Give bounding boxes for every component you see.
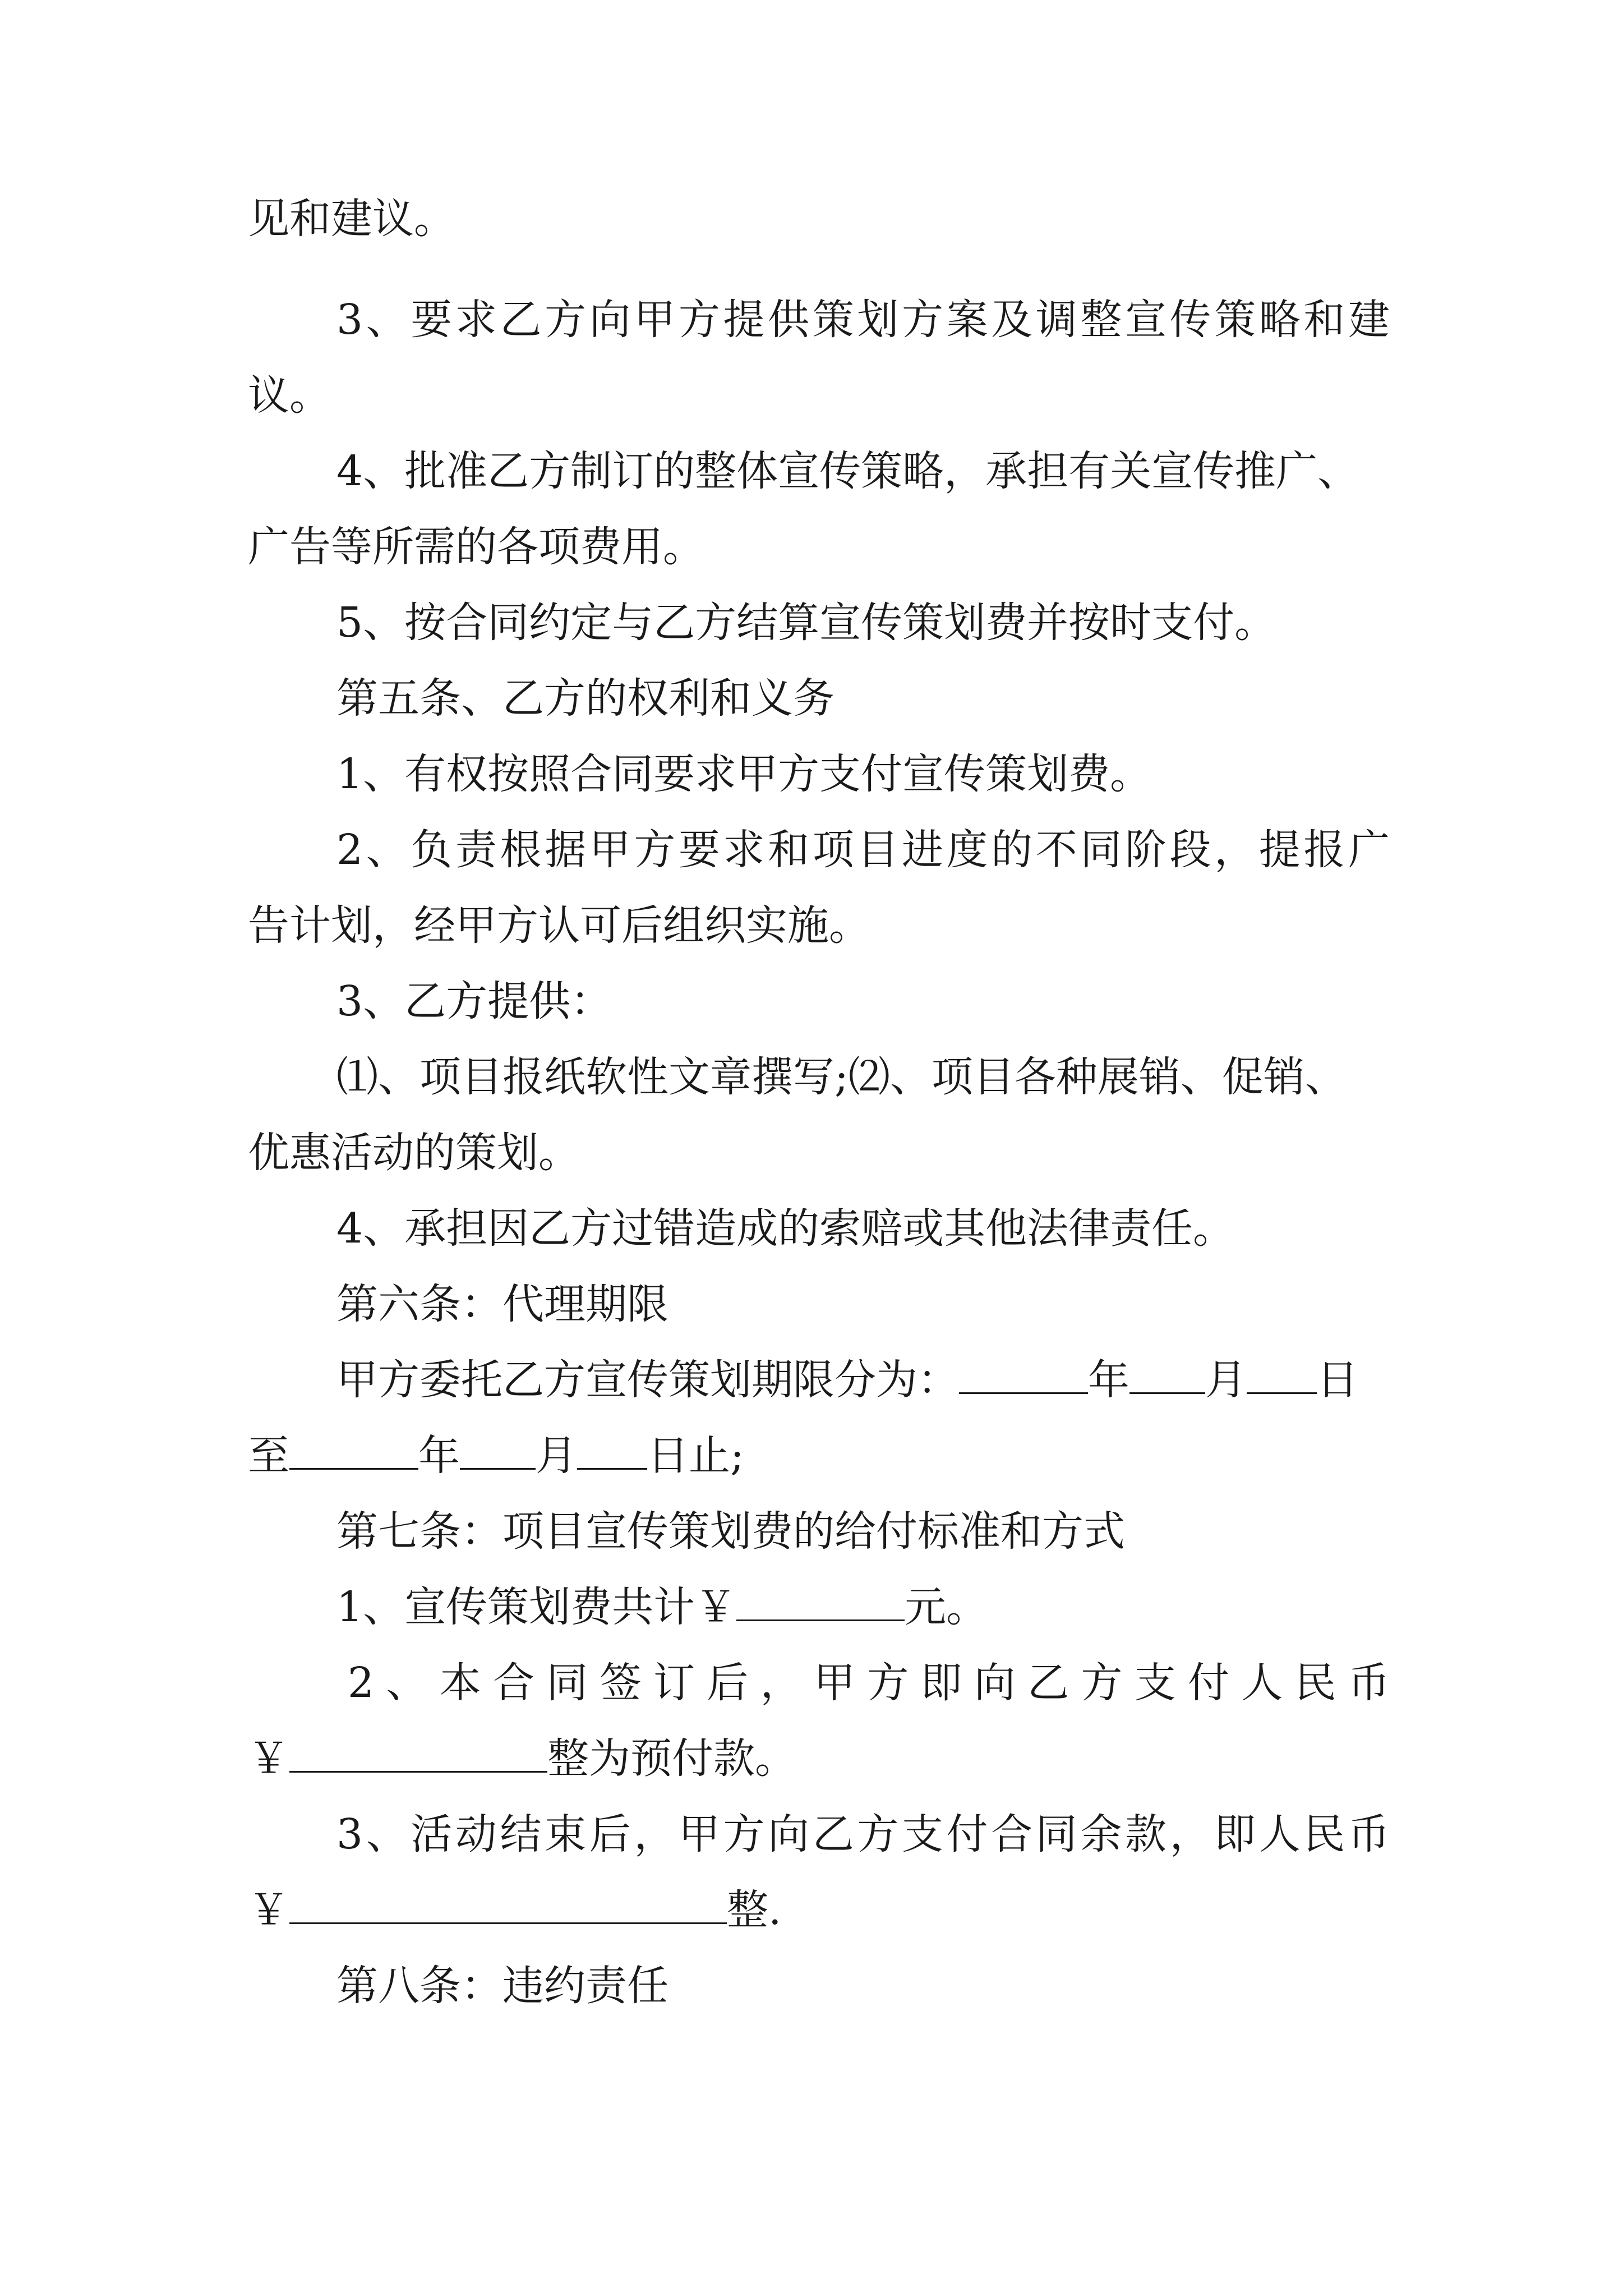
text: 4、承担因乙方过错造成的索赔或其他法律责任。 xyxy=(336,1204,1235,1253)
text: 优惠活动的策划。 xyxy=(248,1129,580,1177)
text: 广告等所需的各项费用。 xyxy=(248,523,704,571)
text: 第五条、乙方的权利和义务 xyxy=(336,674,834,723)
paragraph-line xyxy=(336,822,1390,878)
text: 整. xyxy=(727,1886,782,1934)
text: 4、批准乙方制订的整体宣传策略，承担有关宣传推广、 xyxy=(336,447,1359,495)
paragraph-line xyxy=(248,519,704,575)
paragraph-line xyxy=(248,898,870,954)
paragraph-line xyxy=(248,1428,744,1484)
section-heading xyxy=(336,670,834,726)
blank-field xyxy=(289,1433,418,1470)
text: 第六条：代理期限 xyxy=(336,1280,668,1328)
paragraph-line xyxy=(336,292,1390,348)
paragraph-line xyxy=(336,1806,1390,1862)
text: 告计划，经甲方认可后组织实施。 xyxy=(248,901,870,950)
section-heading xyxy=(336,1276,668,1332)
text: 年 xyxy=(418,1432,460,1480)
text: 日 xyxy=(1317,1356,1358,1404)
text: ￥ xyxy=(248,1734,289,1783)
paragraph-line xyxy=(248,1125,580,1181)
paragraph-line xyxy=(336,1579,988,1635)
blank-field xyxy=(460,1433,536,1470)
text: 第八条：违约责任 xyxy=(336,1962,668,2010)
paragraph-line xyxy=(336,746,1151,802)
text: 1、宣传策划费共计￥ xyxy=(336,1583,737,1631)
text: 3、活动结束后，甲方向乙方支付合同余款，即人民币 xyxy=(336,1810,1390,1858)
section-heading xyxy=(336,1503,1125,1559)
text: 年 xyxy=(1088,1356,1129,1404)
blank-field xyxy=(1247,1358,1317,1394)
paragraph-line xyxy=(336,1352,1358,1408)
blank-field xyxy=(959,1358,1088,1394)
text: 5、按合同约定与乙方结算宣传策划费并按时支付。 xyxy=(336,599,1276,647)
paragraph-line xyxy=(248,1731,796,1787)
text: ￥ xyxy=(248,1886,289,1934)
blank-field xyxy=(736,1585,905,1621)
paragraph-line xyxy=(336,1200,1234,1257)
paragraph-line xyxy=(336,1049,1347,1105)
text: 2、本合同签订后，甲方即向乙方支付人民币 xyxy=(348,1659,1390,1707)
text: ⑴、项目报纸软性文章撰写;⑵、项目各种展销、促销、 xyxy=(336,1053,1347,1101)
text: 见和建议。 xyxy=(248,195,455,243)
section-heading xyxy=(336,1958,668,2014)
text: 至 xyxy=(248,1432,289,1480)
text: 1、有权按照合同要求甲方支付宣传策划费。 xyxy=(336,750,1152,798)
text: 3、要求乙方向甲方提供策划方案及调整宣传策略和建 xyxy=(336,296,1390,344)
text: 月 xyxy=(1205,1356,1247,1404)
paragraph-line xyxy=(336,595,1276,651)
paragraph-line xyxy=(348,1655,1390,1711)
text: 2、负责根据甲方要求和项目进度的不同阶段，提报广 xyxy=(336,826,1390,874)
paragraph-line xyxy=(248,1882,782,1938)
text: 整为预付款。 xyxy=(547,1734,796,1783)
text: 3、乙方提供： xyxy=(336,977,612,1025)
blank-field xyxy=(289,1736,547,1773)
blank-field xyxy=(1129,1358,1205,1394)
text: 甲方委托乙方宣传策划期限分为： xyxy=(336,1356,959,1404)
text: 月 xyxy=(536,1432,577,1480)
text: 议。 xyxy=(248,371,331,420)
blank-field xyxy=(577,1433,647,1470)
blank-field xyxy=(289,1888,727,1924)
paragraph-line xyxy=(336,973,612,1029)
paragraph-line xyxy=(336,443,1359,499)
paragraph-line xyxy=(248,191,455,247)
text: 元。 xyxy=(905,1583,988,1631)
text: 日止; xyxy=(647,1432,744,1480)
text: 第七条：项目宣传策划费的给付标准和方式 xyxy=(336,1507,1125,1556)
paragraph-line xyxy=(248,367,331,424)
